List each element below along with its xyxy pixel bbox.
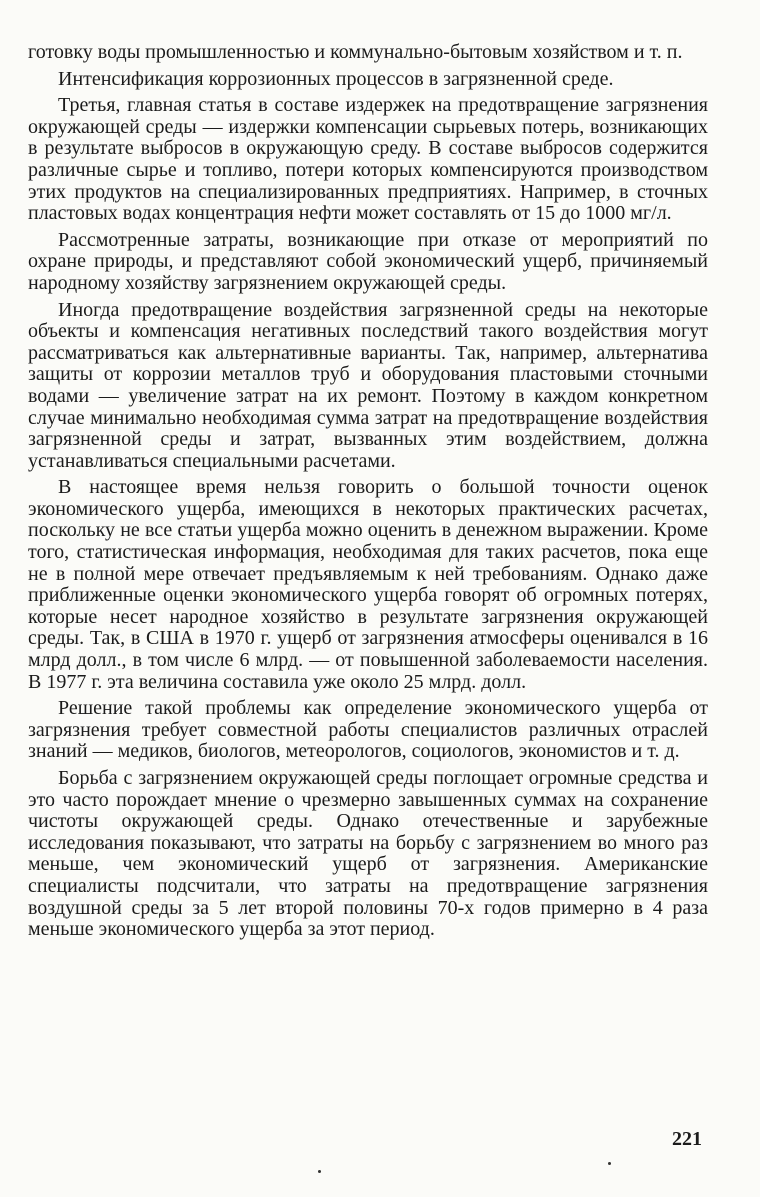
paragraph-alternatives: Иногда предотвращение воздействия загрязненной среды на некоторые объекты и компенсация негативных последствий такого воздействия могут рассматриваться как альтернативные варианты. Так, например, альтернатива защиты от коррозии металлов труб и оборудования пластовыми сточными водами — увеличение затрат на их ремонт. Поэтому в каждом конкретном случае минимально необходимая сумма затрат на предотвращение воздействия загрязненной среды и затрат, вызванных этим воздействием, должна устанавливаться специальными расчетами. [28,298,708,472]
paragraph-corrosion: Интенсификация коррозионных процессов в загрязненной среде. [58,67,614,90]
print-speck [318,1170,321,1173]
paragraph-specialists: Решение такой проблемы как определение экономического ущерба от загрязнения требует совместной работы специалистов различных отраслей знаний — медиков, биологов, метеорологов, социологов, экономистов и т. д. [28,697,708,763]
paragraph-pollution-costs: Борьба с загрязнением окружающей среды поглощает огромные средства и это часто порождает мнение о чрезмерно завышенных суммах на сохранение чистоты окружающей среды. Однако отечественные и зарубежные исследования показывают, что затраты на борьбу с загрязнением во много раз меньше, чем экономический ущерб от загрязнения. Американские специалисты подсчитали, что затраты на предотвращение загрязнения воздушной среды за 5 лет второй половины 70-х годов примерно в 4 раза меньше экономического ущерба за этот период. [28,767,708,941]
page-number: 221 [672,1128,702,1150]
body-text [28,42,708,946]
paragraph-damage-estimates: В настоящее время нельзя говорить о большой точности оценок экономического ущерба, имеющихся в некоторых практических расчетах, поскольку не все статьи ущерба можно оценить в денежном выражении. Кроме того, статистическая информация, необходимая для таких расчетов, пока еще не в полной мере отвечает предъявляемым к ней требованиям. Однако даже приближенные оценки экономического ущерба говорят об огромных потерях, которые несет народное хозяйство в результате загрязнения окружающей среды. Так, в США в 1970 г. ущерб от загрязнения атмосферы оценивался в 16 млрд долл., в том числе 6 млрд. — от повышенной заболеваемости населения. В 1977 г. эта величина составила уже около 25 млрд. долл. [28,476,708,693]
paragraph-raw-material-losses: Третья, главная статья в составе издержек на предотвращение загрязнения окружающей среды — издержки компенсации сырьевых потерь, возникающих в результате выбросов в окружающую среду. В составе выбросов содержится различные сырье и топливо, потери которых компенсируются производством этих продуктов на специализированных предприятиях. Например, в сточных пластовых водах концентрация нефти может составлять от 15 до 1000 мг/л. [28,94,708,225]
paragraph-continuation: готовку воды промышленностью и коммунально-бытовым хозяйством и т. п. [28,41,683,63]
print-speck [608,1162,611,1165]
paragraph-economic-damage: Рассмотренные затраты, возникающие при отказе от мероприятий по охране природы, и представляют собой экономический ущерб, причиняемый народному хозяйству загрязнением окружающей среды. [28,228,708,294]
